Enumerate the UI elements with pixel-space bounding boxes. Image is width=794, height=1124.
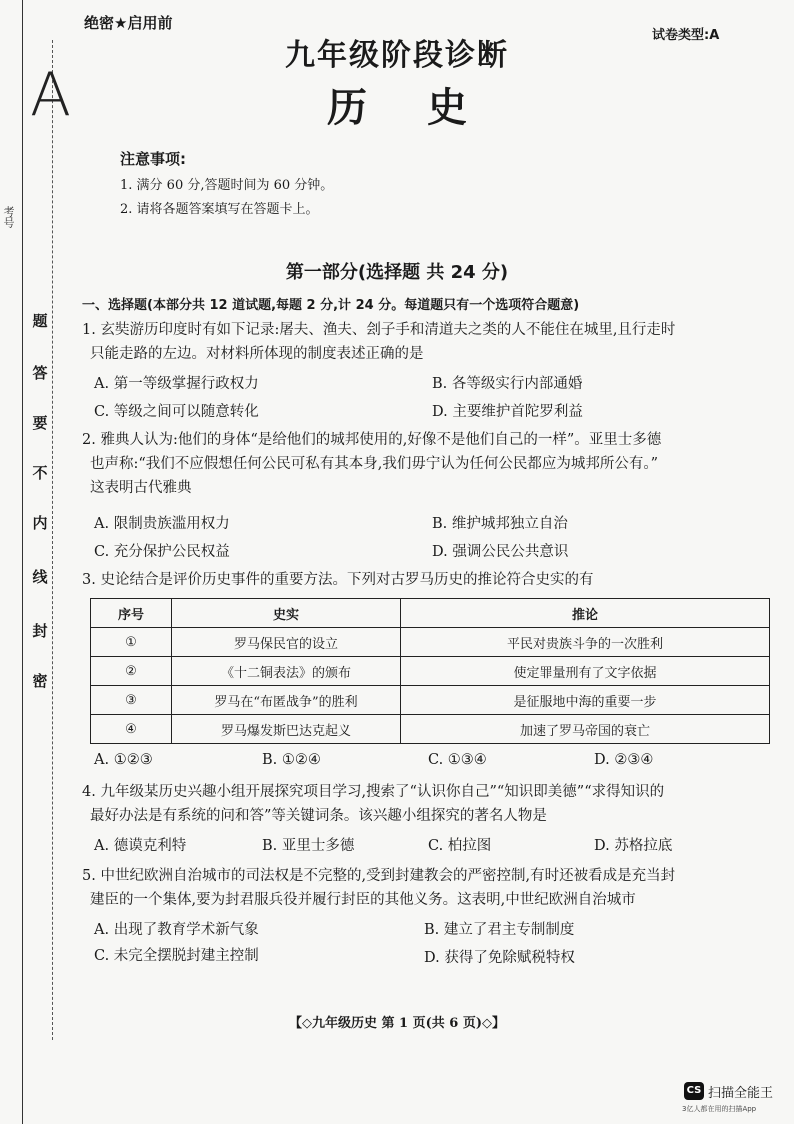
scanner-tagline: 3亿人都在用的扫描App — [682, 1105, 757, 1113]
option-b: B. 维护城邦独立自治 — [432, 516, 568, 532]
table-row — [91, 686, 770, 715]
question-2 — [82, 428, 762, 500]
table-cell: 使定罪量刑有了文字依据 — [401, 657, 770, 686]
side-label-exam-number: 考号 — [2, 206, 15, 228]
question-stem: 最好办法是有系统的问和答”等关键词条。该兴趣小组探究的著名人物是 — [90, 808, 547, 824]
seal-char: 不 — [32, 464, 48, 482]
table-header: 史实 — [172, 599, 401, 628]
question-stem: 只能走路的左边。对材料所体现的制度表述正确的是 — [90, 346, 424, 362]
option-a: A. 限制贵族滥用权力 — [94, 516, 230, 532]
history-table — [90, 598, 770, 744]
option-d: D. 获得了免除赋税特权 — [424, 950, 575, 966]
table-cell: 罗马在“布匿战争”的胜利 — [172, 686, 401, 715]
notice-item: 2. 请将各题答案填写在答题卡上。 — [120, 202, 319, 217]
question-stem: 4. 九年级某历史兴趣小组开展探究项目学习,搜索了“认识你自己”“知识即美德”“求得知识的 — [82, 784, 665, 800]
scanner-logo-icon: CS — [684, 1082, 704, 1100]
confidential-label: 绝密★启用前 — [84, 14, 173, 32]
table-cell: 罗马保民官的设立 — [172, 628, 401, 657]
question-5 — [82, 864, 762, 912]
option-d: D. 主要维护首陀罗利益 — [432, 404, 583, 420]
binding-line-outer — [22, 0, 23, 1124]
option-b: B. 各等级实行内部通婚 — [432, 376, 583, 392]
page-footer: 【◇九年级历史 第 1 页(共 6 页)◇】 — [288, 1016, 506, 1031]
paper-type-letter: A — [30, 60, 72, 130]
question-stem: 3. 史论结合是评价历史事件的重要方法。下列对古罗马历史的推论符合史实的有 — [82, 572, 594, 588]
option-a: A. 第一等级掌握行政权力 — [94, 376, 259, 392]
question-stem: 这表明古代雅典 — [90, 480, 192, 496]
question-4 — [82, 780, 762, 828]
question-stem: 建臣的一个集体,要为封君服兵役并履行封臣的其他义务。这表明,中世纪欧洲自治城市 — [90, 892, 636, 908]
table-header: 推论 — [401, 599, 770, 628]
table-cell: 罗马爆发斯巴达克起义 — [172, 715, 401, 744]
table-cell: ① — [91, 628, 172, 657]
seal-char: 密 — [32, 672, 48, 690]
table-row — [91, 657, 770, 686]
question-stem: 2. 雅典人认为:他们的身体“是给他们的城邦使用的,好像不是他们自己的一样”。亚里士多德 — [82, 432, 662, 448]
option-b: B. 建立了君主专制制度 — [424, 922, 575, 938]
subject-title: 历史 — [327, 84, 527, 131]
question-1 — [82, 318, 762, 366]
binding-line-dashed — [52, 40, 53, 1040]
option-c: C. 充分保护公民权益 — [94, 544, 230, 560]
option-b: B. ①②④ — [262, 752, 321, 768]
table-header-row — [91, 599, 770, 628]
table-cell: 《十二铜表法》的颁布 — [172, 657, 401, 686]
option-c: C. 未完全摆脱封建主控制 — [94, 948, 259, 964]
seal-char: 答 — [32, 364, 48, 382]
option-d: D. ②③④ — [594, 752, 654, 768]
table-cell: 平民对贵族斗争的一次胜利 — [401, 628, 770, 657]
seal-char: 封 — [32, 622, 48, 640]
option-c: C. 等级之间可以随意转化 — [94, 404, 259, 420]
seal-char: 要 — [32, 414, 48, 432]
notice-title: 注意事项: — [120, 150, 186, 168]
table-row — [91, 628, 770, 657]
page-title: 九年级阶段诊断 — [285, 38, 509, 73]
seal-char: 内 — [32, 514, 48, 532]
option-a: A. 出现了教育学术新气象 — [94, 922, 259, 938]
question-stem: 5. 中世纪欧洲自治城市的司法权是不完整的,受到封建教会的严密控制,有时还被看成是充当封 — [82, 868, 676, 884]
notice-item: 1. 满分 60 分,答题时间为 60 分钟。 — [120, 178, 334, 193]
question-stem: 1. 玄奘游历印度时有如下记录:屠夫、渔夫、刽子手和清道夫之类的人不能住在城里,且行走时 — [82, 322, 676, 338]
option-c: C. ①③④ — [428, 752, 487, 768]
table-row — [91, 715, 770, 744]
option-a: A. 德谟克利特 — [94, 838, 187, 854]
option-a: A. ①②③ — [94, 752, 153, 768]
question-stem: 也声称:“我们不应假想任何公民可私有其本身,我们毋宁认为任何公民都应为城邦所公有。” — [90, 456, 659, 472]
seal-char: 题 — [32, 312, 48, 330]
table-cell: ③ — [91, 686, 172, 715]
option-d: D. 强调公民公共意识 — [432, 544, 569, 560]
paper-type: 试卷类型:A — [652, 28, 720, 43]
table-cell: 加速了罗马帝国的衰亡 — [401, 715, 770, 744]
option-d: D. 苏格拉底 — [594, 838, 673, 854]
option-b: B. 亚里士多德 — [262, 838, 355, 854]
part-title: 第一部分(选择题 共 24 分) — [285, 262, 509, 283]
section-heading: 一、选择题(本部分共 12 道试题,每题 2 分,计 24 分。每道题只有一个选项符合题意) — [82, 298, 580, 313]
table-cell: ④ — [91, 715, 172, 744]
table-header: 序号 — [91, 599, 172, 628]
question-3 — [82, 568, 762, 592]
seal-char: 线 — [32, 568, 48, 586]
scanner-name: 扫描全能王 — [708, 1086, 774, 1101]
option-c: C. 柏拉图 — [428, 838, 492, 854]
table-cell: ② — [91, 657, 172, 686]
table-cell: 是征服地中海的重要一步 — [401, 686, 770, 715]
